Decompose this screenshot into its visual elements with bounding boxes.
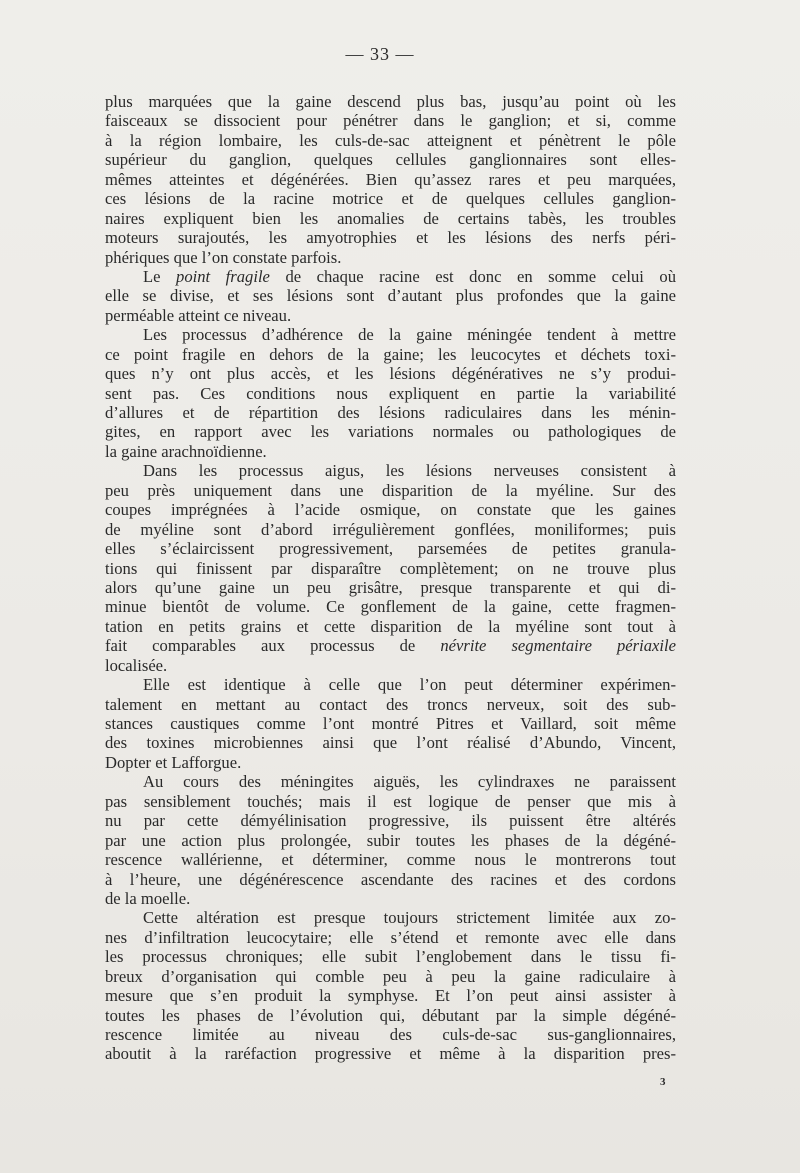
signature-mark: 3 [660, 1076, 666, 1088]
text-run: fait comparables aux processus de [105, 636, 441, 656]
text-line: Au cours des méningites aiguës, les cylindraxes ne paraissent [143, 772, 676, 792]
text-line: Dans les processus aigus, les lésions nerveuses consistent à [143, 461, 676, 481]
text-line: gites, en rapport avec les variations normales ou pathologiques de [105, 422, 676, 442]
text-line: à la région lombaire, les culs-de-sac atteignent et pénètrent le pôle [105, 130, 676, 150]
text-line: par une action plus prolongée, subir toutes les phases de la dégéné- [105, 830, 676, 850]
text-line: les processus chroniques; elle subit l’englobement dans le tissu fi- [105, 947, 676, 967]
text-line: naires expliquent bien les anomalies de certains tabès, les troubles [105, 208, 676, 228]
text-line: plus marquées que la gaine descend plus bas, jusqu’au point où les [105, 92, 676, 111]
page-number: — 33 — [345, 44, 415, 64]
text-line: Elle est identique à celle que l’on peut déterminer expérimen- [143, 675, 676, 695]
text-line: elle se divise, et ses lésions sont d’autant plus profondes que la gaine [105, 286, 676, 306]
text-line: alors qu’une gaine un peu grisâtre, presque transparente et qui di- [105, 577, 676, 597]
text-line: coupes imprégnées à l’acide osmique, on constate que les gaines [105, 500, 676, 520]
text-line: minue bientôt de volume. Ce gonflement de la gaine, cette fragmen- [105, 597, 676, 617]
text-line: talement en mettant au contact des troncs nerveux, soit des sub- [105, 694, 676, 714]
text-line: tation en petits grains et cette disparition de la myéline sont tout à [105, 616, 676, 636]
italic-phrase: point fragile [176, 266, 270, 286]
text-line: stances caustiques comme l’ont montré Pitres et Vaillard, soit même [105, 714, 676, 733]
text-line: moteurs surajoutés, les amyotrophies et les lésions des nerfs péri- [105, 228, 676, 248]
text-line: de myéline sont d’abord irrégulièrement gonflées, moniliformes; puis [105, 519, 676, 539]
text-line: ques n’y ont plus accès, et les lésions dégénératives ne s’y produi- [105, 364, 676, 384]
text-line: nes d’infiltration leucocytaire; elle s’étend et remonte avec elle dans [105, 927, 676, 947]
text-line: mesure que s’en produit la symphyse. Et l’on peut ainsi assister à [105, 986, 676, 1006]
text-line: aboutit à la raréfaction progressive et même à la disparition pres- [105, 1044, 676, 1064]
text-line: de la moelle. [105, 888, 191, 908]
text-line: pas sensiblement touchés; mais il est logique de penser que mis à [105, 791, 676, 811]
text-line: ces lésions de la racine motrice et de quelques cellules ganglion- [105, 189, 676, 209]
text-line: localisée. [105, 655, 168, 675]
text-line: perméable atteint ce niveau. [105, 305, 292, 325]
text-run: Le [143, 266, 177, 286]
text-line: ce point fragile en dehors de la gaine; les leucocytes et déchets toxi- [105, 344, 676, 364]
text-line: nu par cette démyélinisation progressive, ils puissent être altérés [105, 811, 676, 831]
text-line: phériques que l’on constate parfois. [105, 247, 342, 267]
text-line: Cette altération est presque toujours strictement limitée aux zo- [143, 908, 676, 928]
text-line: tions qui finissent par disparaître complètement; on ne trouve plus [105, 558, 676, 578]
text-run: de chaque racine est donc en somme celui où [269, 266, 676, 286]
body-text [105, 92, 676, 1064]
text-line: d’allures et de répartition des lésions radiculaires dans les ménin- [105, 403, 676, 422]
text-line: peu près uniquement dans une disparition de la myéline. Sur des [105, 480, 676, 500]
text-line: rescence wallérienne, et déterminer, comme nous le montrerons tout [105, 850, 676, 870]
text-line: faisceaux se dissocient pour pénétrer dans le ganglion; et si, comme [105, 111, 676, 131]
text-line: Dopter et Lafforgue. [105, 752, 242, 772]
text-line [105, 267, 676, 286]
text-line: sent pas. Ces conditions nous expliquent en partie la variabilité [105, 383, 676, 403]
text-line: supérieur du ganglion, quelques cellules ganglionnaires sont elles- [105, 150, 676, 170]
text-line: mêmes atteintes et dégénérées. Bien qu’assez rares et peu marquées, [105, 169, 676, 189]
text-line [105, 636, 676, 655]
text-line: Les processus d’adhérence de la gaine méningée tendent à mettre [143, 325, 676, 345]
text-line: à l’heure, une dégénérescence ascendante des racines et des cordons [105, 869, 676, 889]
text-line: elles s’éclaircissent progressivement, parsemées de petites granula- [105, 539, 676, 559]
text-line: des toxines microbiennes ainsi que l’ont réalisé d’Abundo, Vincent, [105, 733, 676, 753]
text-line: toutes les phases de l’évolution qui, débutant par la simple dégéné- [105, 1005, 676, 1025]
text-line: rescence limitée au niveau des culs-de-sac sus-ganglionnaires, [105, 1025, 676, 1044]
text-line: la gaine arachnoïdienne. [105, 441, 267, 461]
text-line: breux d’organisation qui comble peu à peu la gaine radiculaire à [105, 966, 676, 986]
italic-phrase: névrite segmentaire périaxile [440, 636, 676, 656]
